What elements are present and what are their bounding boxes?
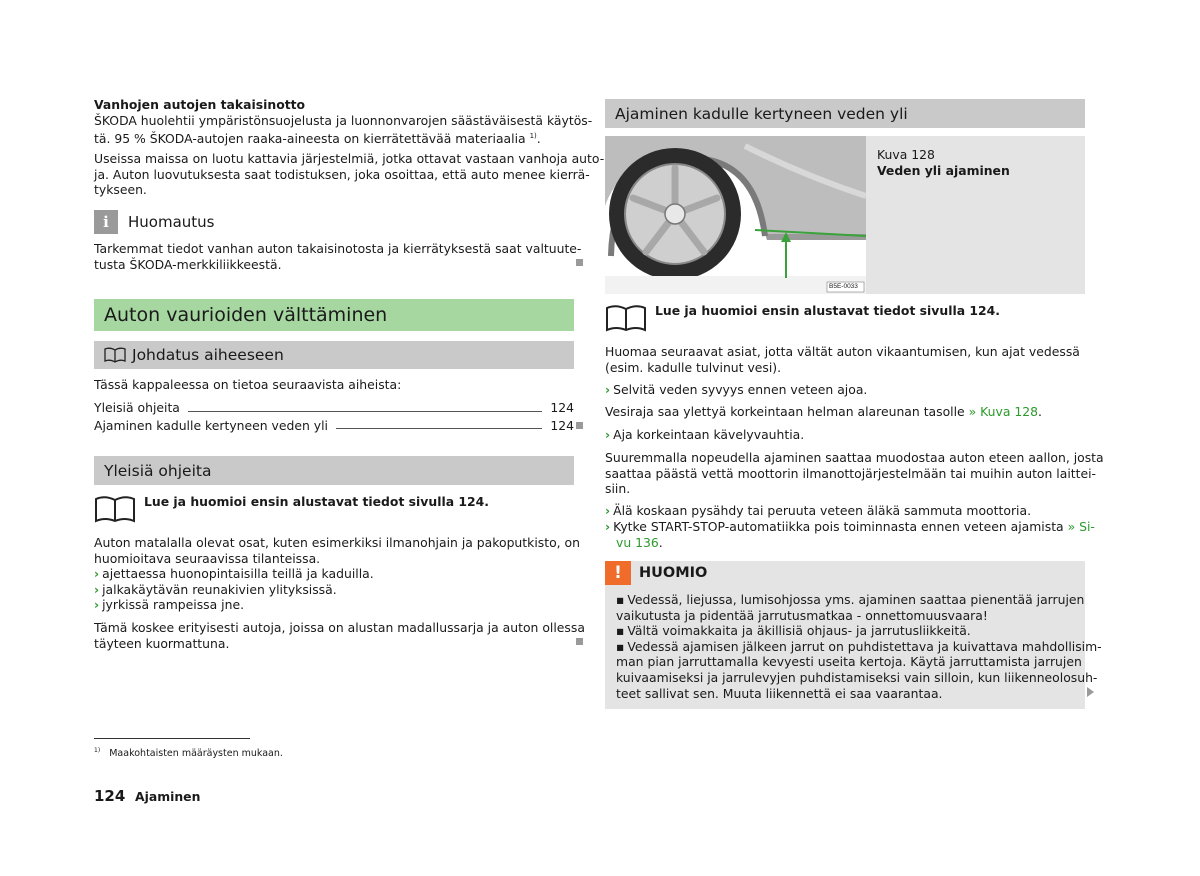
read-first-book-icon bbox=[94, 495, 136, 523]
general-end-mark bbox=[576, 638, 583, 645]
read-first-book-icon-right bbox=[605, 304, 647, 332]
section-title: Auton vaurioiden välttäminen bbox=[104, 304, 388, 326]
toc-list bbox=[94, 400, 574, 433]
note-title: Huomautus bbox=[128, 213, 215, 231]
water-section-header bbox=[605, 99, 1085, 128]
figure-link[interactable]: » Kuva 128 bbox=[968, 404, 1039, 419]
subsection-title: Johdatus aiheeseen bbox=[132, 346, 284, 364]
read-first-note-right: Lue ja huomioi ensin alustavat tiedot sivulla 124. bbox=[655, 303, 1000, 318]
intro-title: Vanhojen autojen takaisinotto bbox=[94, 97, 306, 112]
general-paragraph: Auton matalalla olevat osat, kuten esimerkiksi ilmanohjain ja pakoputkisto, on huomioitava seuraavissa tilanteissa. bbox=[94, 535, 580, 566]
step-1: › Selvitä veden syvyys ennen veteen ajoa. bbox=[605, 382, 868, 397]
subsection-header-general bbox=[94, 456, 574, 485]
warning-title: HUOMIO bbox=[639, 565, 708, 581]
footnote-rule bbox=[94, 738, 250, 739]
general-end-paragraph: Tämä koskee erityisesti autoja, joissa on alustan madallussarja ja auton ollessa täyteen kuormattuna. bbox=[94, 620, 585, 651]
step-4: › Kytke START-STOP-automatiikka pois toiminnasta ennen veteen ajamista » Si- vu 136. bbox=[605, 519, 1095, 550]
toc-item[interactable]: Ajaminen kadulle kertyneen veden yli 124 bbox=[94, 417, 574, 433]
general-bullet-list bbox=[94, 566, 374, 613]
intro-paragraph-2: Useissa maissa on luotu kattavia järjestelmiä, jotka ottavat vastaan vanhoja auto- ja. Auton luovutuksesta saat todistuksen, joka osoittaa, että auto menee kierrä- tykseen. bbox=[94, 151, 605, 198]
list-item: › jyrkissä rampeissa jne. bbox=[94, 597, 245, 613]
chapter-name: Ajaminen bbox=[135, 789, 201, 804]
figure-label: Kuva 128 bbox=[877, 147, 935, 162]
water-paragraph-1: Huomaa seuraavat asiat, jotta vältät auton vikaantumisen, kun ajat vedessä (esim. kadulle tulvinut vesi). bbox=[605, 344, 1080, 375]
subsection-header bbox=[94, 341, 574, 369]
toc-end-mark bbox=[576, 422, 583, 429]
note-text: Tarkemmat tiedot vanhan auton takaisinotosta ja kierrätyksestä saat valtuute- tusta ŠKODA-merkkiliikkeestä. bbox=[94, 241, 582, 272]
continue-arrow-icon bbox=[1087, 687, 1094, 697]
list-item: › jalkakäytävän reunakivien ylityksissä. bbox=[94, 581, 337, 597]
page-number: 124 bbox=[94, 787, 126, 805]
intro-paragraph: ŠKODA huolehtii ympäristönsuojelusta ja luonnonvarojen säästäväisestä käytös- tä. 95 % ŠKODA-autojen raaka-aineesta on kierrätettävää materiaalia $^{1)}$. bbox=[94, 113, 593, 146]
info-icon: i bbox=[94, 210, 118, 234]
page-link[interactable]: » Si- bbox=[1067, 519, 1095, 534]
warning-text: ▪ Vedessä, liejussa, lumisohjossa yms. ajaminen saattaa pienentää jarrujen vaikutusta ja pidentää jarrutusmatkaa - onnettomuusvaara! ▪ Vältä voimakkaita ja äkillisiä ohjaus- ja jarrutusliikkeitä. ▪ Vedessä ajamisen jälkeen jarrut on puhdistettava ja kuivattava mahdollisim- man pian jarruttamalla kevyesti useita kertoja. Käytä jarruttamista jarrujen kuivaamiseksi ja jarrulevyjen puhdistamiseksi vain silloin, kun liikenneolosuh- teet sallivat sen. Muuta liikennettä ei saa vaarantaa. bbox=[616, 592, 1102, 701]
figure-image bbox=[605, 136, 866, 294]
toc-item[interactable]: Yleisiä ohjeita 124 bbox=[94, 400, 574, 415]
water-section-title: Ajaminen kadulle kertyneen veden yli bbox=[615, 104, 908, 123]
water-paragraph-3: Suuremmalla nopeudella ajaminen saattaa muodostaa auton eteen aallon, josta saattaa päästä vettä moottorin ilmanottojärjestelmään tai muihin auton laittei- siin. bbox=[605, 450, 1104, 497]
read-first-note: Lue ja huomioi ensin alustavat tiedot sivulla 124. bbox=[144, 494, 489, 509]
section-header bbox=[94, 299, 574, 331]
general-title: Yleisiä ohjeita bbox=[104, 461, 212, 480]
book-icon bbox=[104, 347, 126, 363]
warning-icon: ! bbox=[605, 561, 631, 585]
list-item: › ajettaessa huonopintaisilla teillä ja kaduilla. bbox=[94, 566, 374, 581]
water-paragraph-2: Vesiraja saa ylettyä korkeintaan helman alareunan tasolle » Kuva 128. bbox=[605, 404, 1042, 419]
toc-intro: Tässä kappaleessa on tietoa seuraavista aiheista: bbox=[94, 377, 402, 392]
step-3: › Älä koskaan pysähdy tai peruuta veteen äläkä sammuta moottoria. bbox=[605, 503, 1032, 518]
section-end-mark bbox=[576, 259, 583, 266]
step-2: › Aja korkeintaan kävelyvauhtia. bbox=[605, 427, 805, 442]
figure-caption: Veden yli ajaminen bbox=[877, 163, 1010, 178]
footnote: $^{1)}$ Maakohtaisten määräysten mukaan. bbox=[94, 747, 283, 760]
figure-code: B5E-0033 bbox=[829, 283, 858, 290]
page-link-continued[interactable]: vu 136 bbox=[616, 534, 659, 550]
footnote-ref[interactable]: 1) bbox=[529, 131, 537, 140]
